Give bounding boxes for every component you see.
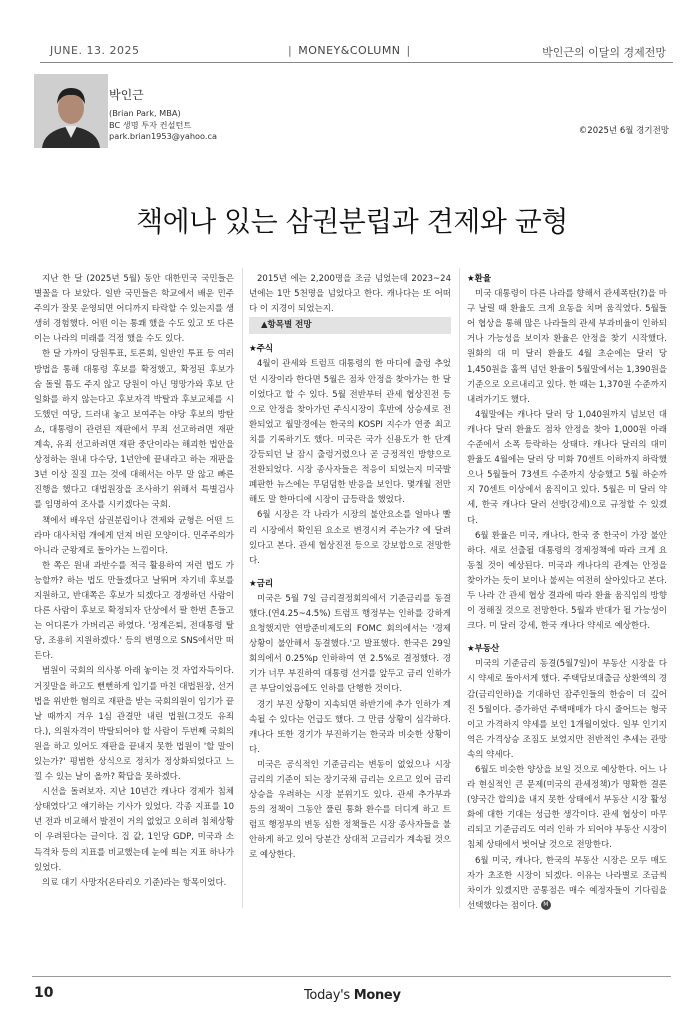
paragraph: 지난 한 달 (2025년 5월) 동안 대한민국 국민들은 별꼴을 다 보았다. 일반 국민들은 학교에서 배운 민주주의가 잘못 운영되면 어디까지 타락할 수 있는지를 생생히 경험했다. 어떤 이는 통쾌 했을 수도 있고 또 다른 이는 나라의 미래를 걱정 했을 수도 있다.: [34, 274, 234, 345]
paragraph: 미국은 5월 7일 금리결정회의에서 기준금리를 동결했다.(연4.25~4.5%) 트럼프 행정부는 인하를 강하게 요청했지만 연방준비제도의 FOMC 회의에서는 '경제상황이 불안해서 동결했다.'고 발표했다. 한국은 29일 회의에서 0.25%p 인하하여 연 2.5%로 결정했다. 경기가 너무 부진하여 대통령 선거를 앞두고 금리 인하가 큰 부담이었음에도 인하를 단행한 것이다.: [249, 593, 451, 695]
paragraph: 의료 대기 사망자(온타리오 기준)라는 항목이었다.: [42, 877, 227, 888]
page-number: 10: [34, 985, 54, 1001]
paragraph: 책에서 배우던 삼권분립이나 견제와 균형은 어떤 드라마 대사처럼 개에게 던져 버린 모양이다. 민주주의가 아니라 군왕제로 돌아가는 느낌이다.: [34, 515, 234, 556]
footer-rule: [32, 976, 671, 977]
section-name: MONEY&COLUMN: [298, 44, 401, 57]
paragraph: 미국 대통령이 다른 나라를 향해서 관세폭탄(?)을 마구 날릴 때 환율도 크게 요동을 치며 움직였다. 5월들어 협상을 통해 많은 나라들의 관세 부과비율이 인하되거나 가능성을 보이자 환율은 안정을 찾기 시작했다. 원화의 대 미 달러 환율도 4월 초순에는 달러 당 1,450원을 훌쩍 넘던 환율이 5월말에서는 1,390원을 기준으로 오르내리고 있다. 한 때는 1,370원 수준까지 내려가기도 했다.: [467, 289, 667, 405]
paragraph: 6월도 비슷한 양상을 보일 것으로 예상한다. 어느 나라 현실적인 큰 문제(미국의 관세정책)가 명확한 결론(양국간 합의)을 내지 못한 상태에서 부동산 시장 활성화에 대한 기대는 성급한 생각이다. 관세 협상이 마무리되고 기준금리도 여러 인하 가 되어야 부동산 시장이 침체 상태에서 벗어날 것으로 전망한다.: [467, 765, 667, 851]
paragraph: 2015년 에는 2,200명을 조금 넘었는데 2023~24년에는 1만 5천명을 넘었다고 한다. 캐나다는 또 어떠다 이 지경이 되었는지.: [249, 274, 451, 315]
section-label: ▲항목별 전망: [249, 317, 451, 334]
paragraph: 경기 부진 상황이 지속되면 하반기에 추가 인하가 계속될 수 있다는 언급도 했다. 그 만큼 상황이 심각하다. 캐나다 또한 경기가 부진하기는 한국과 비슷한 상황이다.: [249, 699, 451, 755]
copyright-note: ©2025년 6월 경기전망: [578, 126, 669, 136]
author-role: BC 생명 투자 컨설턴트: [109, 119, 192, 130]
author-email[interactable]: park.brian1953@yahoo.ca: [109, 131, 218, 141]
paragraph: 4월말에는 캐나다 달러 당 1,040원까지 넘보던 대캐나다 달러 환율도 점차 안정을 찾아 1,000원 아래 수준에서 소폭 등락하는 상태다. 캐나다 달러의 대미 환율도 4월에는 달러 당 미화 70센트 이하까지 하락했으나 5월들어 73센트 수준까지 상승했고 5월 하순까지 70센트 이상에서 움직이고 있다. 5월은 미 달러 약세, 한국 캐나다 달러 선방(강세)으로 규정할 수 있겠다.: [467, 409, 667, 526]
paragraph: 6월 시장은 각 나라가 시장의 불안요소를 얼마나 빨리 시장에서 확인된 요소로 변경시켜 주는가? 에 달려있다고 본다. 관세 협상진전 등으로 강보합으로 전망한다.: [249, 510, 451, 566]
author-name: 박인근: [109, 88, 144, 102]
article-title: 책에나 있는 삼권분립과 견제와 균형: [136, 205, 568, 238]
column-1: [34, 272, 234, 891]
subhead-stock: ★주식: [249, 344, 274, 355]
paragraph: 미국은 공식적인 기준금리는 변동이 없었으나 시장금리의 기준이 되는 장기국채 금리는 오르고 있어 금리상승을 우려하는 시장 분위기도 있다. 관세 추가부과 등의 정책이 그동안 풀린 통화 환수를 더디게 하고 트럼프 행정부의 변동 심한 정책들은 시장 종사자들을 불안하게 하고 있어 당분간 상대적 고금리가 계속될 것으로 예상한다.: [249, 759, 451, 861]
author-meta: [109, 108, 217, 143]
issue-date: JUNE. 13. 2025: [50, 44, 140, 57]
series-title: 박인근의 이달의 경제전망: [542, 46, 666, 59]
brand-logo: [304, 988, 401, 1003]
subhead-realestate: ★부동산: [467, 644, 500, 655]
end-mark-icon: M: [541, 900, 551, 910]
author-portrait-icon: [34, 74, 108, 148]
subhead-rate: ★금리: [249, 578, 274, 589]
paragraph: 한 달 가까이 당원투표, 토론회, 일반인 투표 등 여러 방법을 통해 대통령 후보를 확정했고, 확정된 후보가 숨 돌릴 틈도 주지 않고 당원이 아닌 명망가와 후보 단일화를 하지 않는다고 후보자격 박탈과 후보교체를 시도했던 여당, 드러내 놓고 보여주는 야당 후보의 방탄쇼, 대통령이 관련된 재판에서 무죄 선고하려면 재판 계속, 유죄 선고하려면 재판 중단이라는 해괴한 법안을 상정하는 원내 다수당, 1년안에 끝내라고 하는 재판을 3년 이상 질질 끄는 것에 대해서는 아무 말 않고 빠른 진행을 했다고 대법원장을 조사하기 위해서 특별검사를 임명하여 조사를 시키겠다는 국회.: [34, 349, 234, 511]
paragraph: 미국의 기준금리 동결(5월7일)이 부동산 시장을 다시 약세로 돌아서게 했다. 주택담보대출금 상환액의 경감(금리인하)을 기대하던 잠주인들의 한숨이 더 깊어진 5월이다. 증가하던 주택매매가 다시 줄어드는 형국이고 가격하지 약세를 보인 1개월이었다. 일부 인기지역은 가격상승 조짐도 보였지만 전반적인 추세는 관망속의 약세다.: [467, 659, 667, 760]
column-2: [249, 272, 451, 864]
author-photo: [34, 74, 108, 148]
paragraph: 한 쪽은 원내 과반수를 적극 활용하여 저런 법도 가능할까? 하는 법도 만들겠다고 날뛰며 자기네 후보를 지원하고, 반대쪽은 후보가 되겠다고 경쟁하던 사람이 다른 사람이 후보로 확정되자 단상에서 팔 한번 흔들고는 어디론가 가버리곤 하였다. '정계은퇴, 전대통령 탈당, 조용히 지원하겠다.' 등의 변명으로 SNS에서만 떠든다.: [34, 560, 234, 662]
header-rule: [40, 62, 673, 63]
author-english-name: (Brian Park, MBA): [109, 108, 181, 118]
paragraph: 범원이 국회의 의사봉 아래 놓이는 것 자업자득이다. 거짓말을 하고도 뻔뻔하게 입기를 마친 대법원장, 선거법을 위반한 혐의로 재판을 받는 국회의원이 임기가 끝날 때까지 겨우 1심 관결만 내린 법원(그것도 유죄다.), 의원자격이 박탈되어야 할 사람이 두번째 국회의원을 하고 있어도 재판을 끝내지 못한 법원이 '할 말이 있는가?' 평범한 상식으로 정치가 정상화되었다고 느낄 수 있는 날이 올까? 확답을 못하겠다.: [34, 666, 234, 783]
brand-part-b: Money: [353, 988, 401, 1003]
paragraph: 시선을 돌려보자. 지난 10년간 캐나다 경제가 침체상태였다'고 얘기하는 기사가 있었다. 각종 지표를 10년 전과 비교해서 발전이 거의 없었고 오히려 침체상황이 우려된다는 글이다. 집 값, 1인당 GDP, 미국과 소득격차 등의 지표를 비교했는데 눈에 띄는 지표 하나가 있었다.: [34, 787, 234, 873]
column-3: [467, 272, 667, 914]
brand-part-a: Today's: [304, 988, 350, 1003]
column-divider: [242, 268, 243, 908]
paragraph-text: 6월 미국, 캐나다, 한국의 부동산 시장은 모두 매도자가 초조한 시장이 되겠다. 이유는 나라별로 조금씩 차이가 있겠지만 공통점은 매수 예정자들이 기다림을 선택했다는 점이다.: [467, 855, 667, 911]
section-header: | MONEY&COLUMN |: [288, 44, 411, 57]
subhead-fx: ★환율: [467, 274, 492, 284]
paragraph: [467, 854, 667, 914]
paragraph: 4월이 관세와 트럼프 대통령의 한 마디에 출렁 추었던 시장이라 한다면 5월은 점차 안정을 찾아가는 한 달이었다고 할 수 있다. 5월 전반부터 관세 협상진전 등으로 안정을 찾아가던 주식시장이 후반에 상승세로 전환되었고 월말경에는 한국의 KOSPI 지수가 연중 최고치를 기록하기도 했다. 미국은 국가 신용도가 한 단계 강등되던 날 잠시 출렁거렸으나 곧 긍정적인 방향으로 전환되었다. 시장 종사자들은 적응이 되었는지 미국발 폐판한 뉴스에는 무덤덤한 반응을 보인다. 몇개월 전만해도 말 한마디에 시장이 급등락을 했었다.: [249, 359, 451, 506]
column-divider: [459, 268, 460, 908]
paragraph: 6월 환율은 미국, 캐나다, 한국 중 한국이 가장 불안하다. 새로 선출될 대통령의 경제정책에 따라 크게 요동칠 것이 예상된다. 미국과 캐나다의 관계는 안정을 찾아가는 듯이 보이나 불씨는 여전히 살아있다고 본다. 두 나라 간 관세 협상 결과에 따라 환율 움직임의 방향이 정해질 것으로 전망한다. 5월과 반대가 될 가능성이 크다. 미 달러 강세, 한국 캐나다 약세로 예상한다.: [467, 530, 667, 632]
